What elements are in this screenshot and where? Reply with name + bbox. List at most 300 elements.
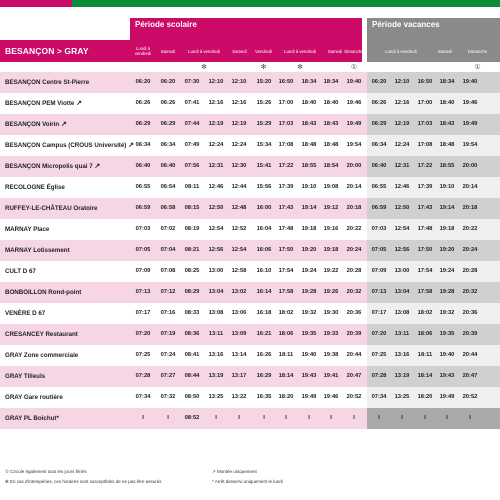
school-time: 19:32 [301, 310, 317, 316]
school-time: 12:16 [231, 100, 247, 106]
stop-row [0, 219, 500, 240]
school-time: 20:18 [346, 205, 362, 211]
school-time: 07:41 [184, 100, 200, 106]
school-time: 07:17 [135, 310, 151, 316]
holiday-time: 13:11 [394, 331, 410, 337]
stop-name [5, 72, 89, 93]
school-header-3: Lundi à vendredi [180, 40, 228, 62]
holiday-header-1: Lundi à vendredi [367, 40, 435, 62]
symbol-school_5: ✻ [260, 64, 267, 71]
top-color-bar [0, 0, 500, 7]
school-time: 18:55 [301, 163, 317, 169]
school-time: 13:17 [231, 373, 247, 379]
school-time: 16:04 [256, 226, 272, 232]
school-time: 12:50 [208, 205, 224, 211]
holiday-time: I [424, 415, 426, 421]
holiday-time: 12:50 [394, 205, 410, 211]
school-time: 07:04 [160, 247, 176, 253]
school-time: 19:12 [323, 205, 339, 211]
school-time: 06:58 [160, 205, 176, 211]
holiday-time: 07:13 [371, 289, 387, 295]
school-time: 07:32 [160, 394, 176, 400]
school-header-7: Samedi [324, 40, 346, 62]
school-time: 16:26 [256, 352, 272, 358]
school-time: 08:21 [184, 247, 200, 253]
school-time: 08:33 [184, 310, 200, 316]
holiday-time: 12:16 [394, 100, 410, 106]
holiday-time: 12:46 [394, 184, 410, 190]
stop-row [0, 72, 500, 93]
route-title: BESANÇON > GRAY [0, 40, 130, 62]
legend-arrow: ↗ Montée uniquement [212, 469, 257, 474]
school-time: 13:16 [208, 352, 224, 358]
school-time: I [285, 415, 287, 421]
holiday-time: 17:39 [417, 184, 433, 190]
holiday-time: 07:20 [371, 331, 387, 337]
holiday-time: 17:03 [417, 121, 433, 127]
school-time: 07:12 [160, 289, 176, 295]
school-header-6: Lundi à vendredi [276, 40, 324, 62]
holiday-time: 17:43 [417, 205, 433, 211]
school-time: 12:46 [208, 184, 224, 190]
boarding-only-arrow-icon: ↗ [128, 142, 134, 149]
holiday-time: 06:34 [371, 142, 387, 148]
stop-name [5, 324, 78, 345]
school-time: 18:48 [301, 142, 317, 148]
stop-name [5, 93, 82, 114]
school-time: 20:14 [346, 184, 362, 190]
holiday-time: 17:50 [417, 247, 433, 253]
school-time: 12:10 [208, 79, 224, 85]
school-time: 20:47 [346, 373, 362, 379]
school-time: 13:04 [208, 289, 224, 295]
holiday-time: 13:25 [394, 394, 410, 400]
school-time: 08:11 [184, 184, 200, 190]
holiday-header-3: Dimanche [455, 40, 500, 62]
school-time: 07:19 [160, 331, 176, 337]
stop-row [0, 282, 500, 303]
school-time: 18:40 [323, 100, 339, 106]
school-time: 06:40 [135, 163, 151, 169]
stop-row [0, 324, 500, 345]
holiday-time: 20:47 [462, 373, 478, 379]
stop-row [0, 387, 500, 408]
holiday-time: 07:34 [371, 394, 387, 400]
school-time: 18:20 [278, 394, 294, 400]
school-time: 07:03 [135, 226, 151, 232]
school-time: 19:41 [323, 373, 339, 379]
holiday-time: 06:29 [371, 121, 387, 127]
holiday-time: 19:40 [439, 352, 455, 358]
school-time: 13:14 [231, 352, 247, 358]
holiday-time: 07:25 [371, 352, 387, 358]
school-time: 12:24 [231, 142, 247, 148]
school-time: 19:20 [301, 247, 317, 253]
holiday-time: 12:10 [394, 79, 410, 85]
school-time: 18:40 [301, 100, 317, 106]
school-time: 19:08 [323, 184, 339, 190]
school-time: 16:29 [256, 373, 272, 379]
school-time: 18:34 [323, 79, 339, 85]
school-time: 17:58 [278, 289, 294, 295]
school-time: 17:39 [278, 184, 294, 190]
school-time: 19:22 [323, 268, 339, 274]
holiday-time: 20:14 [462, 184, 478, 190]
school-time: 19:43 [301, 373, 317, 379]
holiday-time: 19:32 [439, 310, 455, 316]
holiday-time: 17:54 [417, 268, 433, 274]
holiday-time: 17:22 [417, 163, 433, 169]
stop-name [5, 366, 45, 387]
school-time: 15:41 [256, 163, 272, 169]
school-time: 20:00 [346, 163, 362, 169]
holiday-time: 19:49 [462, 121, 478, 127]
holiday-time: 12:19 [394, 121, 410, 127]
school-time: 16:06 [256, 247, 272, 253]
school-time: 07:56 [184, 163, 200, 169]
school-time: 06:20 [160, 79, 176, 85]
school-time: 15:34 [256, 142, 272, 148]
school-time: 08:36 [184, 331, 200, 337]
school-time: 16:50 [278, 79, 294, 85]
stop-name [5, 219, 49, 240]
school-time: 07:27 [160, 373, 176, 379]
holiday-time: 18:34 [439, 79, 455, 85]
holiday-time: 13:04 [394, 289, 410, 295]
holiday-time: 19:49 [439, 394, 455, 400]
stop-label: RECOLOGNE Église [5, 184, 65, 191]
holiday-time: 17:00 [417, 100, 433, 106]
school-time: 12:24 [208, 142, 224, 148]
holiday-time: 20:24 [462, 247, 478, 253]
stop-row [0, 177, 500, 198]
holiday-time: 12:24 [394, 142, 410, 148]
holiday-time: 19:54 [462, 142, 478, 148]
school-time: 06:55 [135, 184, 151, 190]
school-time: 13:09 [231, 331, 247, 337]
school-time: 12:10 [231, 79, 247, 85]
holiday-time: 19:20 [439, 247, 455, 253]
school-time: 08:19 [184, 226, 200, 232]
school-time: 07:25 [135, 352, 151, 358]
school-time: 15:56 [256, 184, 272, 190]
school-time: 06:40 [160, 163, 176, 169]
school-time: 17:03 [278, 121, 294, 127]
holiday-time: 06:55 [371, 184, 387, 190]
stop-label: VENÈRE D 67 [5, 310, 46, 317]
school-time: 18:02 [278, 310, 294, 316]
holiday-time: I [469, 415, 471, 421]
school-time: 19:49 [301, 394, 317, 400]
school-time: 12:19 [208, 121, 224, 127]
school-time: 20:28 [346, 268, 362, 274]
school-time: 19:14 [301, 205, 317, 211]
school-time: I [263, 415, 265, 421]
school-time: 12:16 [208, 100, 224, 106]
school-header-1: Lundi à vendredi [130, 40, 156, 62]
holiday-time: 17:48 [417, 226, 433, 232]
school-time: 06:20 [135, 79, 151, 85]
school-time: 16:35 [256, 394, 272, 400]
boarding-only-arrow-icon: ↗ [60, 121, 67, 128]
holiday-time: 20:28 [462, 268, 478, 274]
school-time: 19:26 [323, 289, 339, 295]
school-time: 17:48 [278, 226, 294, 232]
holiday-time: 19:28 [439, 289, 455, 295]
symbol-school_6: ✻ [297, 64, 303, 71]
school-time: 12:54 [208, 226, 224, 232]
holiday-time: 12:31 [394, 163, 410, 169]
holiday-time: 17:08 [417, 142, 433, 148]
period-school-header: Période scolaire [130, 18, 362, 40]
school-time: 17:22 [278, 163, 294, 169]
school-time: 07:34 [135, 394, 151, 400]
boarding-only-arrow-icon: ↗ [94, 163, 101, 170]
holiday-time: 18:40 [439, 100, 455, 106]
stop-name [5, 177, 65, 198]
school-time: 13:00 [208, 268, 224, 274]
top-bar-green [72, 0, 500, 7]
school-time: 13:11 [208, 331, 224, 337]
holiday-time: 19:40 [462, 79, 478, 85]
school-time: 15:29 [256, 121, 272, 127]
boarding-only-arrow-icon: ↗ [76, 100, 82, 107]
holiday-time: 19:24 [439, 268, 455, 274]
school-time: 17:43 [278, 205, 294, 211]
school-time: 08:44 [184, 373, 200, 379]
holiday-time: 13:16 [394, 352, 410, 358]
school-time: 20:36 [346, 310, 362, 316]
school-time: 17:50 [278, 247, 294, 253]
stop-label: BESANÇON PEM Viotte [5, 100, 75, 107]
stop-row [0, 366, 500, 387]
holiday-time: 20:36 [462, 310, 478, 316]
school-time: 13:08 [208, 310, 224, 316]
stop-label: BESANÇON Centre St-Pierre [5, 79, 90, 86]
school-time: 19:35 [301, 331, 317, 337]
stop-name [5, 408, 59, 429]
school-time: 18:06 [278, 331, 294, 337]
holiday-time: I [378, 415, 380, 421]
legend-star: * Arrêt desservi uniquement le lundi [212, 479, 283, 484]
stop-row [0, 345, 500, 366]
holiday-time: 13:19 [394, 373, 410, 379]
school-time: 07:44 [184, 121, 200, 127]
school-time: 20:32 [346, 289, 362, 295]
school-time: 08:50 [184, 394, 200, 400]
stop-label: MARNAY Place [5, 226, 50, 233]
holiday-time: 13:08 [394, 310, 410, 316]
holiday-header-2: Samedi [435, 40, 455, 62]
holiday-time: 18:14 [417, 373, 433, 379]
school-time: 18:43 [301, 121, 317, 127]
school-time: 19:46 [346, 100, 362, 106]
school-time: 16:18 [256, 310, 272, 316]
school-time: 06:26 [135, 100, 151, 106]
school-time: 07:13 [135, 289, 151, 295]
school-time: 06:59 [135, 205, 151, 211]
stop-name [5, 156, 100, 177]
stop-label: BESANÇON Campus (CROUS Université) [5, 142, 127, 149]
stop-row [0, 303, 500, 324]
stop-label: BESANÇON Voirin [5, 121, 60, 128]
symbol-school_3: ✻ [201, 64, 207, 71]
holiday-time: 18:48 [439, 142, 455, 148]
stop-label: MARNAY Lotissement [5, 247, 70, 254]
school-time: 19:46 [323, 394, 339, 400]
school-time: I [142, 415, 144, 421]
stop-label: CRESANCEY Restaurant [5, 331, 78, 338]
school-time: 08:15 [184, 205, 200, 211]
holiday-time: 19:35 [439, 331, 455, 337]
school-header-5: Vendredi [251, 40, 276, 62]
school-time: 08:52 [184, 415, 200, 421]
holiday-time: 07:28 [371, 373, 387, 379]
school-time: 15:20 [256, 79, 272, 85]
school-time: 06:54 [160, 184, 176, 190]
school-time: 18:54 [323, 163, 339, 169]
holiday-time: 19:43 [439, 373, 455, 379]
holiday-time: 20:39 [462, 331, 478, 337]
school-time: 19:10 [301, 184, 317, 190]
school-time: 07:08 [160, 268, 176, 274]
school-time: 06:34 [135, 142, 151, 148]
school-time: 12:44 [231, 184, 247, 190]
school-time: 18:34 [301, 79, 317, 85]
stop-name [5, 198, 97, 219]
school-time: 07:30 [184, 79, 200, 85]
holiday-time: 18:02 [417, 310, 433, 316]
school-time: 20:24 [346, 247, 362, 253]
school-time: I [353, 415, 355, 421]
stop-row [0, 408, 500, 429]
school-time: 20:22 [346, 226, 362, 232]
school-time: 19:49 [346, 121, 362, 127]
holiday-time: 19:46 [462, 100, 478, 106]
school-time: 06:26 [160, 100, 176, 106]
stop-name [5, 114, 67, 135]
school-time: 19:40 [301, 352, 317, 358]
school-time: 07:49 [184, 142, 200, 148]
school-time: 19:54 [346, 142, 362, 148]
stop-name [5, 345, 78, 366]
holiday-time: 12:56 [394, 247, 410, 253]
holiday-time: 19:14 [439, 205, 455, 211]
school-time: 08:41 [184, 352, 200, 358]
holiday-time: 19:10 [439, 184, 455, 190]
school-time: 12:52 [231, 226, 247, 232]
holiday-time: 07:03 [371, 226, 387, 232]
school-time: I [308, 415, 310, 421]
holiday-time: 18:43 [439, 121, 455, 127]
school-header-8: Dimanche [346, 40, 362, 62]
school-time: 07:24 [160, 352, 176, 358]
stop-label: GRAY Tilleuls [5, 373, 46, 380]
holiday-time: 07:09 [371, 268, 387, 274]
stop-row [0, 93, 500, 114]
school-time: 16:21 [256, 331, 272, 337]
school-time: 20:44 [346, 352, 362, 358]
stop-label: GRAY PL Boichut* [5, 415, 59, 422]
holiday-time: 06:59 [371, 205, 387, 211]
school-time: 12:48 [231, 205, 247, 211]
stop-label: BONBOILLON Rond-point [5, 289, 82, 296]
school-time: 19:40 [346, 79, 362, 85]
school-time: 12:58 [231, 268, 247, 274]
stop-name [5, 387, 63, 408]
school-time: 06:29 [160, 121, 176, 127]
holiday-time: 20:32 [462, 289, 478, 295]
stop-label: GRAY Zone commerciale [5, 352, 79, 359]
holiday-time: 18:06 [417, 331, 433, 337]
school-time: 13:19 [208, 373, 224, 379]
stop-row [0, 240, 500, 261]
school-time: 13:06 [231, 310, 247, 316]
holiday-time: 06:26 [371, 100, 387, 106]
school-time: 19:24 [301, 268, 317, 274]
holiday-time: 19:18 [439, 226, 455, 232]
school-time: 07:09 [135, 268, 151, 274]
holiday-time: 07:05 [371, 247, 387, 253]
stop-row [0, 261, 500, 282]
school-time: I [167, 415, 169, 421]
school-time: 16:00 [256, 205, 272, 211]
school-time: 19:16 [323, 226, 339, 232]
school-time: 20:52 [346, 394, 362, 400]
school-time: 19:18 [301, 226, 317, 232]
holiday-time: 18:55 [439, 163, 455, 169]
stop-label: RUFFEY-LE-CHÂTEAU Oratoire [5, 205, 98, 212]
stop-name [5, 261, 36, 282]
school-time: 19:38 [323, 352, 339, 358]
school-time: 19:28 [301, 289, 317, 295]
school-time: 16:10 [256, 268, 272, 274]
school-time: 13:02 [231, 289, 247, 295]
stop-label: GRAY Gare routière [5, 394, 63, 401]
school-time: 13:22 [231, 394, 247, 400]
legend-snowflake: ✻ En cas d'intempéries, ces horaires sont susceptibles de ne pas être assurés [5, 479, 162, 484]
school-time: I [215, 415, 217, 421]
school-time: 13:25 [208, 394, 224, 400]
holiday-time: 20:18 [462, 205, 478, 211]
stop-label: BESANÇON Micropolis quai 7 [5, 163, 93, 170]
school-time: 07:20 [135, 331, 151, 337]
stop-name [5, 135, 134, 156]
holiday-time: 06:20 [371, 79, 387, 85]
school-header-4: Samedi [228, 40, 251, 62]
school-time: 19:18 [323, 247, 339, 253]
holiday-time: 18:11 [417, 352, 433, 358]
school-time: 18:48 [323, 142, 339, 148]
school-time: 12:56 [208, 247, 224, 253]
school-time: 12:30 [231, 163, 247, 169]
school-time: 07:02 [160, 226, 176, 232]
holiday-time: 07:17 [371, 310, 387, 316]
stop-name [5, 282, 81, 303]
holiday-time: 12:54 [394, 226, 410, 232]
school-time: 17:54 [278, 268, 294, 274]
holiday-time: 06:40 [371, 163, 387, 169]
school-time: 19:30 [323, 310, 339, 316]
school-time: 18:14 [278, 373, 294, 379]
school-time: 07:05 [135, 247, 151, 253]
holiday-time: 20:44 [462, 352, 478, 358]
school-time: 07:16 [160, 310, 176, 316]
stop-name [5, 240, 70, 261]
school-time: 06:29 [135, 121, 151, 127]
holiday-time: 13:00 [394, 268, 410, 274]
school-time: 12:54 [231, 247, 247, 253]
